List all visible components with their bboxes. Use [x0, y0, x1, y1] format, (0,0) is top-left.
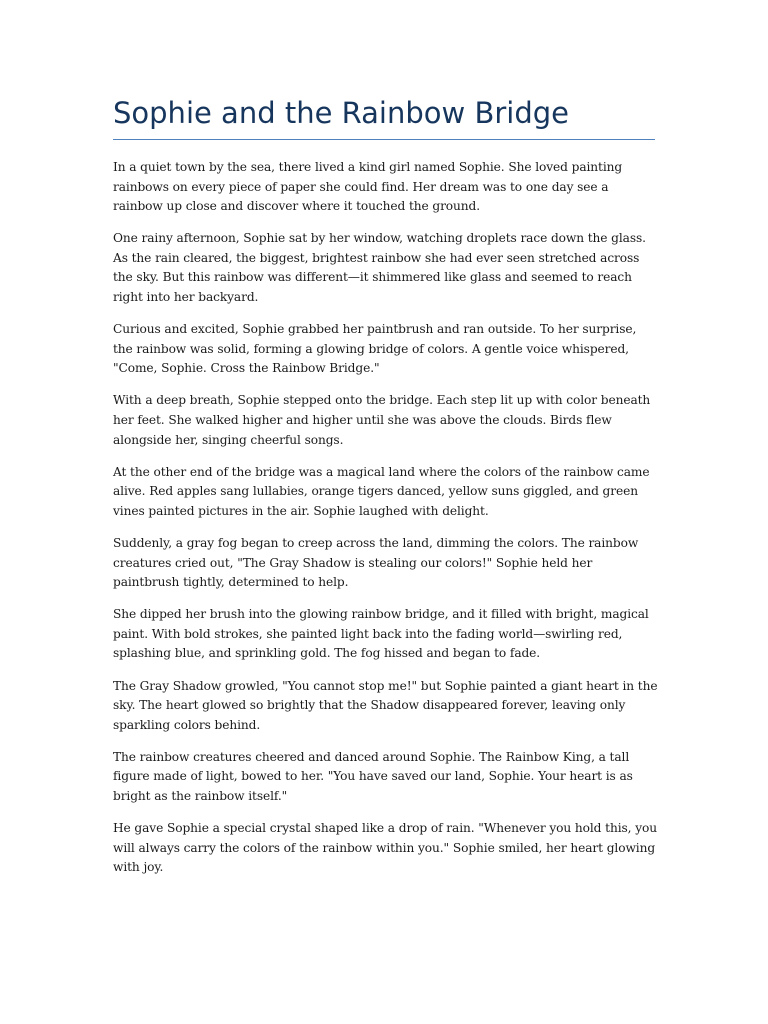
- paragraph: Curious and excited, Sophie grabbed her paintbrush and ran outside. To her surprise, the rainbow was solid, forming a glowing bridge of colors. A gentle voice whispered, "Come, Sophie. Cross the Rainbow Bridge.": [113, 322, 637, 376]
- document-body: [113, 158, 658, 890]
- title-underline-rule: [113, 139, 655, 140]
- paragraph: Suddenly, a gray fog began to creep across the land, dimming the colors. The rainbow creatures cried out, "The Gray Shadow is stealing our colors!" Sophie held her paintbrush tightly, determined to help.: [113, 536, 639, 590]
- paragraph: One rainy afternoon, Sophie sat by her window, watching droplets race down the glass. As the rain cleared, the biggest, brightest rainbow she had ever seen stretched across the sky. But this rainbow was different—it shimmered like glass and seemed to reach right into her backyard.: [113, 231, 646, 305]
- paragraph: At the other end of the bridge was a magical land where the colors of the rainbow came alive. Red apples sang lullabies, orange tigers danced, yellow suns giggled, and green vines painted pictures in the air. Sophie laughed with delight.: [113, 464, 650, 518]
- paragraph: In a quiet town by the sea, there lived a kind girl named Sophie. She loved painting rainbows on every piece of paper she could find. Her dream was to one day see a rainbow up close and discover where it touched the ground.: [113, 160, 623, 214]
- paragraph: With a deep breath, Sophie stepped onto the bridge. Each step lit up with color beneath her feet. She walked higher and higher until she was above the clouds. Birds flew alongside her, singing cheerful songs.: [113, 393, 651, 447]
- paragraph: The Gray Shadow growled, "You cannot stop me!" but Sophie painted a giant heart in the sky. The heart glowed so brightly that the Shadow disappeared forever, leaving only sparkling colors behind.: [113, 678, 658, 732]
- paragraph: The rainbow creatures cheered and danced around Sophie. The Rainbow King, a tall figure made of light, bowed to her. "You have saved our land, Sophie. Your heart is as bright as the rainbow itself.": [113, 749, 633, 804]
- paragraph: She dipped her brush into the glowing rainbow bridge, and it filled with bright, magical paint. With bold strokes, she painted light back into the fading world—swirling red, splashing blue, and sprinkling gold. The fog hissed and began to fade.: [113, 607, 649, 661]
- paragraph: He gave Sophie a special crystal shaped like a drop of rain. "Whenever you hold this, you will always carry the colors of the rainbow within you." Sophie smiled, her heart glowing with joy.: [113, 821, 657, 875]
- document-title: Sophie and the Rainbow Bridge: [113, 96, 569, 130]
